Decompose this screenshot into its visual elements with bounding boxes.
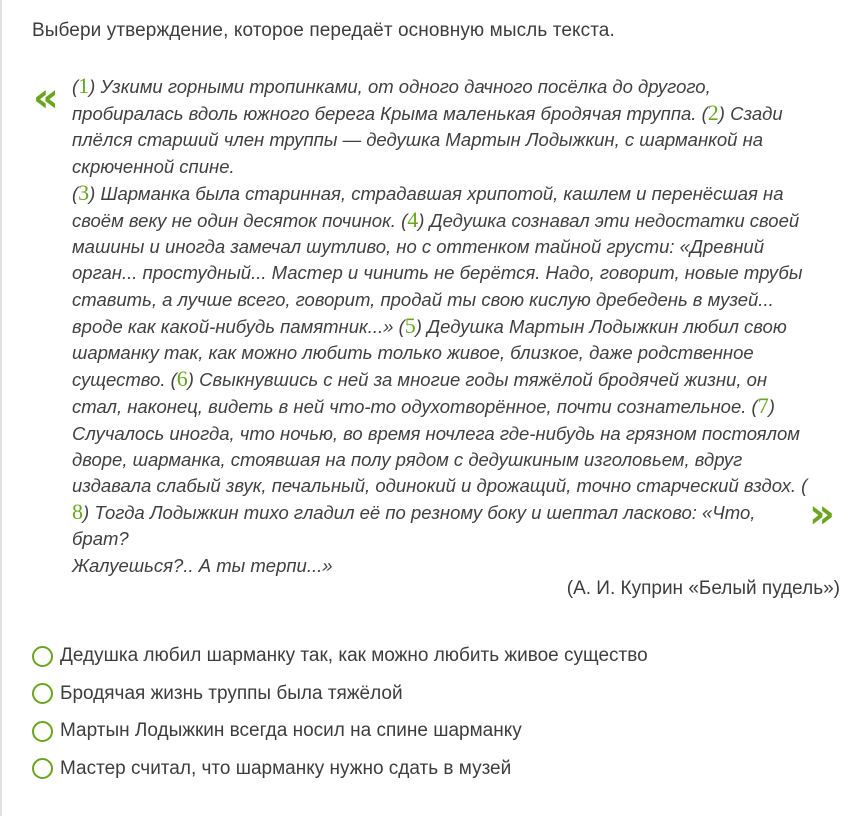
- source-attribution: (А. И. Куприн «Белый пудель»): [566, 578, 840, 599]
- passage-line: существо. (6) Свыкнувшись с ней за многие годы тяжёлой бродячей жизни, он: [72, 366, 768, 392]
- passage-fragment: шарманку так, как можно любить только живое, близкое, даже родственное: [72, 342, 754, 364]
- sentence-number: 2: [707, 100, 719, 126]
- passage-line: [72, 421, 817, 447]
- answer-option-label: Мартын Лодыжкин всегда носил на спине шарманку: [60, 720, 522, 741]
- radio-button[interactable]: [32, 683, 53, 704]
- answer-option-label: Бродячая жизнь труппы была тяжёлой: [60, 682, 403, 704]
- answer-option-label: Дедушка любил шарманку так, как можно любить живое существо: [60, 645, 648, 666]
- passage-line: [72, 340, 817, 366]
- passage-line: [72, 234, 817, 260]
- left-border: [0, 0, 2, 816]
- passage-line: [72, 127, 817, 153]
- sentence-number: 4: [407, 207, 419, 233]
- passage-line: [72, 473, 817, 499]
- answer-option[interactable]: [32, 643, 648, 669]
- passage-fragment: пробиралась вдоль южного берега Крыма маленькая бродячая труппа.: [72, 103, 697, 125]
- passage-fragment: Свыкнувшись с ней за многие годы тяжёлой бродячей жизни, он: [199, 369, 768, 391]
- passage-fragment: плёлся старший член труппы — дедушка Мартын Лодыжкин, с шарманкой на: [72, 129, 764, 151]
- passage-fragment: стал, наконец, видеть в ней что-то одухотворённое, почти сознательное.: [72, 396, 747, 418]
- passage-line: стал, наконец, видеть в ней что-то одухотворённое, почти сознательное. (7): [72, 393, 775, 419]
- radio-button[interactable]: [32, 646, 53, 667]
- answer-options: [32, 643, 648, 793]
- passage-fragment: своём веку не один десяток починок.: [72, 210, 396, 232]
- open-quote-icon: «: [33, 75, 59, 121]
- passage-fragment: существо.: [72, 369, 166, 391]
- passage-line: (3) Шарманка была старинная, страдавшая хрипотой, кашлем и перенёсшая на: [72, 179, 784, 205]
- passage-line: вроде как какой-нибудь памятник...» (5) Дедушка Мартын Лодыжкин любил свою: [72, 312, 787, 338]
- radio-button[interactable]: [32, 758, 53, 779]
- passage-fragment: дворе, шарманка, стоявшая на полу рядом с дедушкиным изголовьем, вдруг: [72, 448, 743, 470]
- passage-fragment: орган... простудный... Мастер и чинить не берётся. Надо, говорит, новые трубы: [72, 262, 803, 284]
- passage-line: [72, 154, 817, 180]
- passage-text: [72, 73, 817, 579]
- passage-fragment: Дедушка сознавал эти недостатки своей: [429, 210, 800, 232]
- passage-line: своём веку не один десяток починок. (4) Дедушка сознавал эти недостатки своей: [72, 207, 800, 233]
- passage-line: [72, 553, 817, 579]
- question-text: Выбери утверждение, которое передаёт основную мысль текста.: [32, 20, 615, 41]
- answer-option[interactable]: [32, 681, 648, 707]
- passage-line: (1) Узкими горными тропинками, от одного дачного посёлка до другого,: [72, 73, 711, 98]
- sentence-number: 5: [404, 312, 416, 338]
- sentence-number: 7: [757, 393, 769, 419]
- passage-fragment: издавала слабый звук, печальный, одинокий и дрожащий, точно старческий вздох. (: [72, 475, 808, 497]
- radio-button[interactable]: [32, 721, 53, 742]
- answer-option[interactable]: [32, 718, 648, 744]
- passage-fragment: Тогда Лодыжкин тихо гладил её по резному боку и шептал ласково: «Что, брат?: [72, 502, 756, 550]
- passage-line: 8) Тогда Лодыжкин тихо гладил её по резному боку и шептал ласково: «Что, брат?: [72, 499, 756, 550]
- answer-option-label: Мастер считал, что шарманку нужно сдать в музей: [60, 757, 512, 779]
- sentence-number: 3: [78, 179, 90, 205]
- answer-option[interactable]: [32, 756, 648, 782]
- passage-fragment: Дедушка Мартын Лодыжкин любил свою: [427, 315, 787, 337]
- passage-fragment: Узкими горными тропинками, от одного дачного посёлка до другого,: [100, 76, 711, 97]
- passage-line: [72, 447, 817, 473]
- passage-fragment: вроде как какой-нибудь памятник...»: [72, 315, 394, 337]
- passage-fragment: машины и иногда замечал шутливо, но с оттенком тайной грусти: «Древний: [72, 236, 764, 258]
- close-quote-icon: »: [809, 491, 835, 537]
- passage-fragment: Сзади: [730, 103, 783, 125]
- passage-fragment: Шарманка была старинная, страдавшая хрипотой, кашлем и перенёсшая на: [100, 182, 784, 204]
- passage-line: [72, 287, 817, 313]
- sentence-number: 6: [176, 366, 188, 392]
- sentence-number: 1: [78, 73, 90, 98]
- passage-fragment: Случалось иногда, что ночью, во время ночлега где-нибудь на грязном постоялом: [72, 422, 800, 444]
- passage-fragment: Жалуешься?.. А ты терпи...»: [72, 554, 333, 576]
- sentence-number: 8: [72, 499, 83, 525]
- passage-line: [72, 260, 817, 286]
- passage-line: пробиралась вдоль южного берега Крыма маленькая бродячая труппа. (2) Сзади: [72, 100, 783, 126]
- passage-fragment: скрюченной спине.: [72, 155, 235, 177]
- passage-fragment: ставить, а лучше всего, говорит, продай ты свою кислую дребедень в музей...: [72, 288, 774, 310]
